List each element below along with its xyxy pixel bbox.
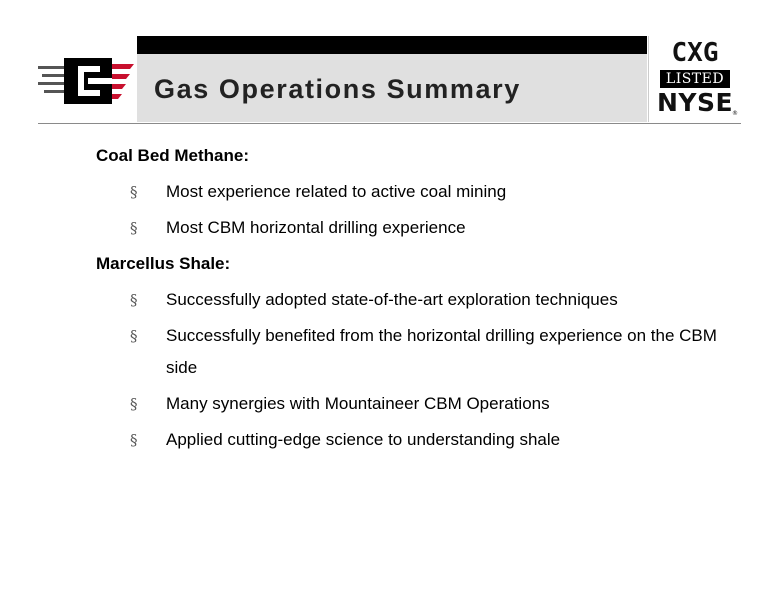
- section-heading: Coal Bed Methane:: [96, 146, 250, 165]
- section-marcellus-shale: [96, 248, 736, 456]
- ticker-symbol: CXG: [671, 38, 719, 68]
- company-logo-icon: [38, 52, 138, 108]
- bullet-text: Most experience related to active coal mining: [166, 182, 507, 201]
- bullet-list: [96, 176, 736, 244]
- bullet-text: Applied cutting-edge science to understanding shale: [166, 430, 561, 449]
- bullet-text: Many synergies with Mountaineer CBM Operations: [166, 394, 550, 413]
- registered-mark: ®: [732, 110, 738, 117]
- section-bullet-icon: §: [130, 327, 138, 345]
- bullet-list: [96, 284, 736, 456]
- bullet-text: Successfully benefited from the horizontal drilling experience on the CBM side: [166, 326, 717, 377]
- exchange-name: NYSE: [656, 88, 734, 117]
- slide-content: [96, 140, 736, 460]
- section-bullet-icon: §: [130, 291, 138, 309]
- bullet-item: [96, 320, 746, 384]
- section-heading: Marcellus Shale:: [96, 254, 231, 273]
- title-band: [137, 54, 647, 122]
- section-coal-bed-methane: [96, 140, 736, 244]
- bullet-item: [96, 176, 746, 208]
- bullet-text: Successfully adopted state-of-the-art exploration techniques: [166, 290, 618, 309]
- bullet-text: Most CBM horizontal drilling experience: [166, 218, 466, 237]
- section-bullet-icon: §: [130, 183, 138, 201]
- bullet-item: [96, 212, 746, 244]
- bullet-item: [96, 424, 746, 456]
- header-divider: [38, 123, 741, 124]
- title-top-bar: [137, 36, 647, 54]
- section-bullet-icon: §: [130, 431, 138, 449]
- listed-label: LISTED: [660, 70, 730, 88]
- bullet-item: [96, 284, 746, 316]
- page-title: Gas Operations Summary: [154, 74, 521, 104]
- nyse-listing-badge: [648, 36, 741, 122]
- section-bullet-icon: §: [130, 219, 138, 237]
- bullet-item: [96, 388, 746, 420]
- section-bullet-icon: §: [130, 395, 138, 413]
